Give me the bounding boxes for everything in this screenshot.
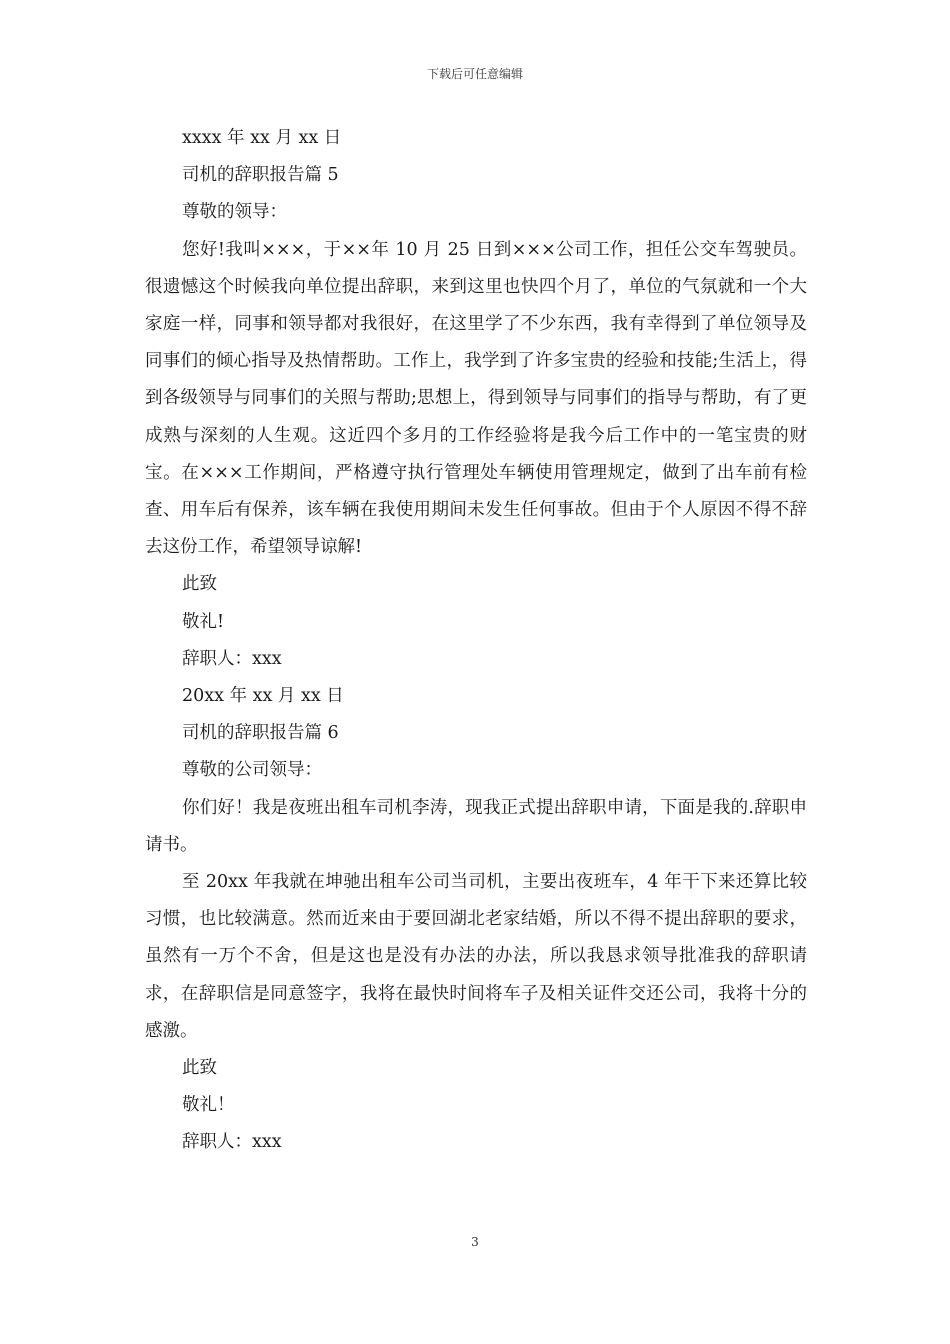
- closing-line-6b: 敬礼！: [182, 1095, 235, 1116]
- document-body: [145, 120, 807, 1162]
- closing-line-5a: 此致: [182, 574, 217, 595]
- closing-line-5b: 敬礼!: [182, 611, 225, 632]
- body-paragraph-6a: 你们好！我是夜班出租车司机李涛，现我正式提出辞职申请，下面是我的.辞职申请书。: [145, 797, 807, 855]
- section-title-5: 司机的辞职报告篇 5: [182, 165, 339, 186]
- date-line-5: 20xx 年 xx 月 xx 日: [182, 686, 344, 707]
- body-paragraph-5: 您好!我叫×××，于××年 10 月 25 日到×××公司工作，担任公交车驾驶员。很遗憾这个时候我向单位提出辞职，来到这里也快四个月了，单位的气氛就和一个大家庭一样，同事和领导都对我很好，在这里学了不少东西，我有幸得到了单位领导及同事们的倾心指导及热情帮助。工作上，我学到了许多宝贵的经验和技能;生活上，得到各级领导与同事们的关照与帮助;思想上，得到领导与同事们的指导与帮助，有了更成熟与深刻的人生观。这近四个多月的工作经验将是我今后工作中的一笔宝贵的财宝。在×××工作期间，严格遵守执行管理处车辆使用管理规定，做到了出车前有检查、用车后有保养，该车辆在我使用期间未发生任何事故。但由于个人原因不得不辞去这份工作，希望领导谅解!: [145, 239, 807, 558]
- greeting-6: 尊敬的公司领导：: [182, 760, 322, 781]
- closing-line-6a: 此致: [182, 1058, 217, 1079]
- page-header-note: 下载后可任意编辑: [426, 67, 523, 81]
- section-title-6: 司机的辞职报告篇 6: [182, 723, 339, 744]
- signer-6: 辞职人：xxx: [182, 1132, 282, 1153]
- date-line-top: xxxx 年 xx 月 xx 日: [182, 128, 342, 148]
- greeting-5: 尊敬的领导：: [182, 202, 287, 223]
- body-paragraph-6b: 至 20xx 年我就在坤驰出租车公司当司机，主要出夜班车，4 年干下来还算比较习惯，也比较满意。然而近来由于要回湖北老家结婚，所以不得不提出辞职的要求，虽然有一万个不舍，但是这也是没有办法的办法，所以我恳求领导批准我的辞职请求，在辞职信是同意签字，我将在最快时间将车子及相关证件交还公司，我将十分的感激。: [145, 872, 807, 1041]
- page-number: 3: [471, 1235, 479, 1249]
- signer-5: 辞职人：xxx: [182, 648, 282, 669]
